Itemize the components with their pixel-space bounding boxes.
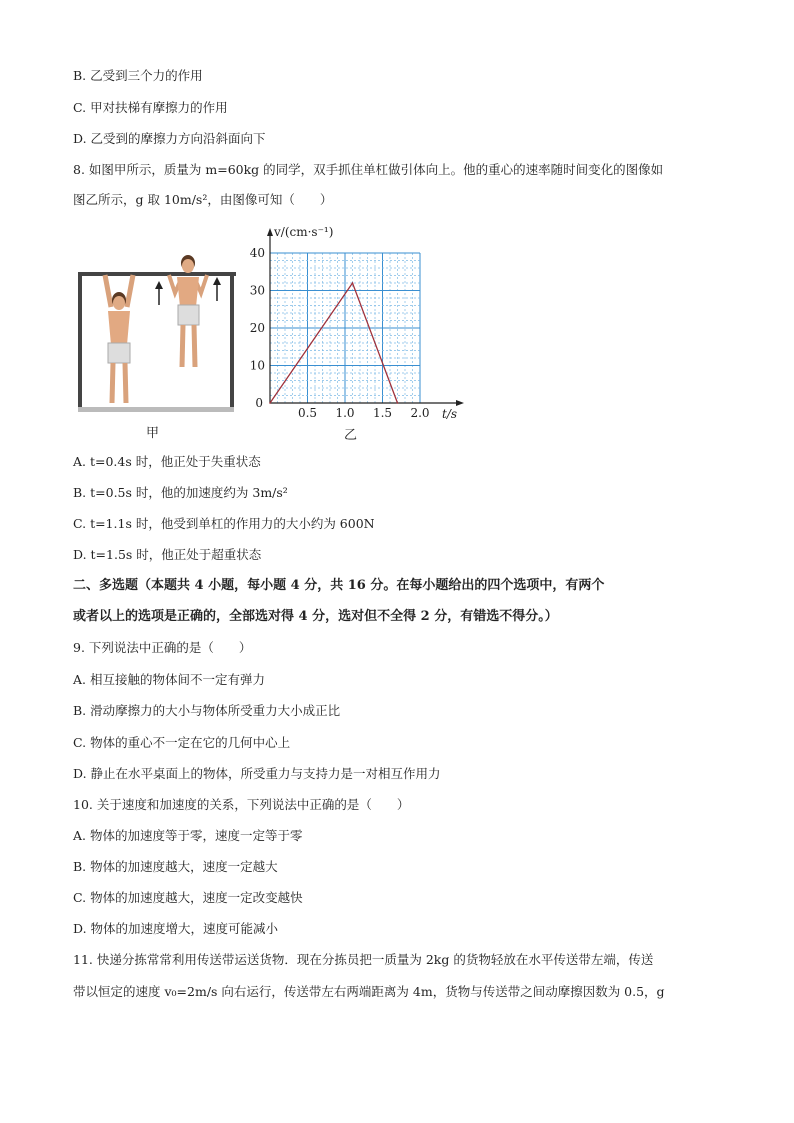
x-tick-label: 2.0: [410, 406, 430, 420]
q8-option-c: C. t=1.1s 时，他受到单杠的作用力的大小约为 600N: [73, 516, 375, 531]
q11-stem-line2: 带以恒定的速度 v₀=2m/s 向右运行，传送带左右两端距离为 4m，货物与传送带之间动摩擦因数为 0.5，g: [73, 984, 665, 999]
figure-right-caption: 乙: [344, 428, 358, 443]
y-tick-label: 40: [249, 246, 265, 260]
x-axis-label: t/s: [442, 407, 458, 420]
y-tick-label: 20: [249, 321, 265, 335]
q11-stem-line1: 11. 快递分拣常常利用传送带运送货物．现在分拣员把一质量为 2kg 的货物轻放在水平传送带左端，传送: [73, 952, 654, 967]
q10-option-b: B. 物体的加速度越大，速度一定越大: [73, 859, 278, 874]
up-arrow-icon: [155, 281, 163, 305]
q9-option-b: B. 滑动摩擦力的大小与物体所受重力大小成正比: [73, 703, 341, 718]
q9-option-a: A. 相互接触的物体间不一定有弹力: [73, 672, 265, 687]
horizontal-bar: [78, 272, 236, 276]
q7-option-b: B. 乙受到三个力的作用: [73, 68, 203, 83]
q10-option-a: A. 物体的加速度等于零，速度一定等于零: [73, 828, 303, 843]
y-tick-label: 10: [249, 358, 265, 373]
pullup-illustration: [75, 255, 245, 415]
q10-option-c: C. 物体的加速度越大，速度一定改变越快: [73, 890, 303, 905]
q9-stem: 9. 下列说法中正确的是（ ）: [73, 640, 252, 655]
x-axis-arrow-icon: [456, 400, 464, 406]
person-hanging-icon: [105, 275, 133, 403]
q9-option-c: C. 物体的重心不一定在它的几何中心上: [73, 735, 291, 750]
data-point: [269, 402, 271, 404]
x-tick-label: 0.5: [297, 406, 318, 420]
q8-stem-line2: 图乙所示，g 取 10m/s²，由图像可知（ ）: [73, 192, 333, 207]
up-arrow-icon: [213, 277, 221, 301]
q8-stem-line1: 8. 如图甲所示，质量为 m=60kg 的同学，双手抓住单杠做引体向上。他的重心的速率随时间变化的图像如: [73, 162, 664, 177]
y-axis-label: v/(cm·s⁻¹): [274, 225, 334, 239]
y-axis-arrow-icon: [267, 228, 273, 236]
floor-base: [78, 407, 234, 412]
q8-option-b: B. t=0.5s 时，他的加速度约为 3m/s²: [73, 485, 288, 500]
right-post: [230, 274, 234, 412]
q10-stem: 10. 关于速度和加速度的关系，下列说法中正确的是（ ）: [73, 797, 410, 812]
q8-option-a: A. t=0.4s 时，他正处于失重状态: [73, 454, 261, 469]
q7-option-c: C. 甲对扶梯有摩擦力的作用: [73, 100, 228, 115]
person-pulled-up-icon: [169, 255, 207, 367]
section2-heading-line1: 二、多选题（本题共 4 小题，每小题 4 分，共 16 分。在每小题给出的四个选项中，有两个: [73, 578, 605, 593]
figure-left-caption: 甲: [146, 426, 160, 441]
data-point: [397, 402, 399, 404]
origin-label: 0: [255, 396, 263, 410]
left-post: [78, 274, 82, 412]
data-point: [352, 282, 354, 284]
q7-option-d: D. 乙受到的摩擦力方向沿斜面向下: [73, 131, 266, 146]
section2-heading-line2: 或者以上的选项是正确的，全部选对得 4 分，选对但不全得 2 分，有错选不得分。）: [73, 609, 558, 624]
x-tick-label: 1.5: [372, 406, 393, 420]
y-tick-label: 30: [249, 283, 265, 298]
velocity-time-chart: [245, 222, 470, 420]
x-tick-label: 1.0: [335, 406, 355, 420]
q8-option-d: D. t=1.5s 时，他正处于超重状态: [73, 547, 262, 562]
q10-option-d: D. 物体的加速度增大，速度可能减小: [73, 921, 279, 936]
q9-option-d: D. 静止在水平桌面上的物体，所受重力与支持力是一对相互作用力: [73, 766, 441, 781]
